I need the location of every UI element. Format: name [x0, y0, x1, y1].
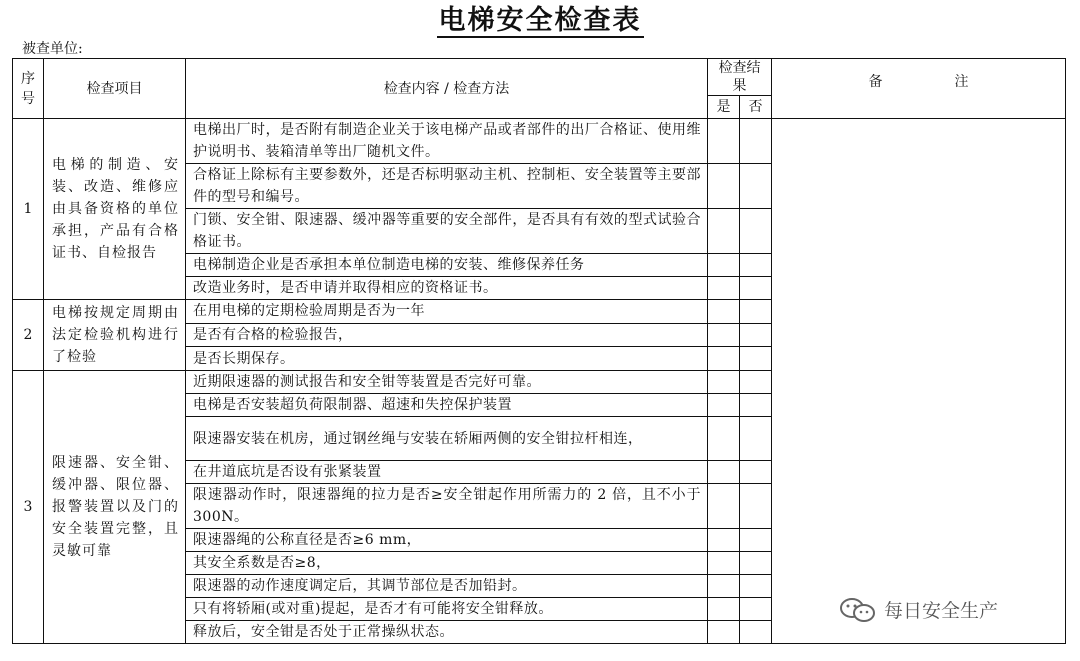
check-item: 电梯的制造、安装、改造、维修应由具备资格的单位承担，产品有合格证书、自检报告 [44, 119, 186, 300]
header-content: 检查内容 / 检查方法 [186, 59, 708, 119]
section-number: 3 [13, 371, 44, 644]
result-yes-cell[interactable] [708, 461, 740, 484]
check-content: 限速器绳的公称直径是否≥6 mm， [186, 529, 708, 552]
check-content: 释放后，安全钳是否处于正常操纵状态。 [186, 621, 708, 644]
result-no-cell[interactable] [740, 347, 772, 371]
document-title: 电梯安全检查表 [438, 5, 642, 36]
check-content: 在井道底坑是否设有张紧装置 [186, 461, 708, 484]
result-no-cell[interactable] [740, 461, 772, 484]
result-no-cell[interactable] [740, 164, 772, 209]
inspection-table [12, 58, 1066, 644]
result-yes-cell[interactable] [708, 417, 740, 461]
check-content: 近期限速器的测试报告和安全钳等装置是否完好可靠。 [186, 371, 708, 394]
inspected-unit-label: 被查单位: [22, 41, 83, 57]
result-no-cell[interactable] [740, 254, 772, 277]
header-remark: 备 注 [772, 59, 1066, 119]
result-yes-cell[interactable] [708, 277, 740, 300]
result-yes-cell[interactable] [708, 529, 740, 552]
check-content: 改造业务时，是否申请并取得相应的资格证书。 [186, 277, 708, 300]
result-yes-cell[interactable] [708, 209, 740, 254]
check-content: 是否有合格的检验报告， [186, 323, 708, 347]
result-yes-cell[interactable] [708, 621, 740, 644]
result-no-cell[interactable] [740, 575, 772, 598]
check-content: 限速器的动作速度调定后，其调节部位是否加铅封。 [186, 575, 708, 598]
check-content: 限速器动作时，限速器绳的拉力是否≥安全钳起作用所需力的 2 倍，且不小于 300N。 [186, 484, 708, 529]
check-content: 电梯制造企业是否承担本单位制造电梯的安装、维修保养任务 [186, 254, 708, 277]
result-yes-cell[interactable] [708, 119, 740, 164]
result-no-cell[interactable] [740, 529, 772, 552]
header-result: 检查结果 [708, 59, 772, 96]
check-item: 限速器、安全钳、缓冲器、限位器、报警装置以及门的安全装置完整，且灵敏可靠 [44, 371, 186, 644]
check-content: 电梯出厂时，是否附有制造企业关于该电梯产品或者部件的出厂合格证、使用维护说明书、装箱清单等出厂随机文件。 [186, 119, 708, 164]
wechat-icon [838, 597, 878, 623]
result-yes-cell[interactable] [708, 371, 740, 394]
result-yes-cell[interactable] [708, 347, 740, 371]
result-no-cell[interactable] [740, 621, 772, 644]
result-yes-cell[interactable] [708, 552, 740, 575]
header-item: 检查项目 [44, 59, 186, 119]
result-no-cell[interactable] [740, 371, 772, 394]
result-yes-cell[interactable] [708, 575, 740, 598]
check-content: 只有将轿厢(或对重)提起，是否才有可能将安全钳释放。 [186, 598, 708, 621]
check-item: 电梯按规定周期由法定检验机构进行了检验 [44, 300, 186, 371]
result-no-cell[interactable] [740, 323, 772, 347]
header-yes: 是 [708, 96, 740, 119]
header-no: 否 [740, 96, 772, 119]
result-no-cell[interactable] [740, 277, 772, 300]
check-content: 其安全系数是否≥8， [186, 552, 708, 575]
check-content: 电梯是否安装超负荷限制器、超速和失控保护装置 [186, 394, 708, 417]
result-no-cell[interactable] [740, 209, 772, 254]
result-no-cell[interactable] [740, 484, 772, 529]
result-yes-cell[interactable] [708, 300, 740, 324]
result-no-cell[interactable] [740, 552, 772, 575]
header-seq: 序号 [13, 59, 44, 119]
section-number: 2 [13, 300, 44, 371]
result-yes-cell[interactable] [708, 323, 740, 347]
result-no-cell[interactable] [740, 300, 772, 324]
result-no-cell[interactable] [740, 417, 772, 461]
section-number: 1 [13, 119, 44, 300]
check-content: 合格证上除标有主要参数外，还是否标明驱动主机、控制柜、安全装置等主要部件的型号和编号。 [186, 164, 708, 209]
watermark: 每日安全生产 [838, 596, 998, 623]
result-yes-cell[interactable] [708, 484, 740, 529]
check-content: 门锁、安全钳、限速器、缓冲器等重要的安全部件，是否具有有效的型式试验合格证书。 [186, 209, 708, 254]
remark-cell[interactable] [772, 119, 1066, 644]
result-yes-cell[interactable] [708, 394, 740, 417]
check-content: 限速器安装在机房，通过钢丝绳与安装在轿厢两侧的安全钳拉杆相连， [186, 417, 708, 461]
check-row [13, 119, 1066, 164]
result-yes-cell[interactable] [708, 254, 740, 277]
check-content: 在用电梯的定期检验周期是否为一年 [186, 300, 708, 324]
result-yes-cell[interactable] [708, 164, 740, 209]
check-content: 是否长期保存。 [186, 347, 708, 371]
result-no-cell[interactable] [740, 394, 772, 417]
result-no-cell[interactable] [740, 598, 772, 621]
result-yes-cell[interactable] [708, 598, 740, 621]
result-no-cell[interactable] [740, 119, 772, 164]
